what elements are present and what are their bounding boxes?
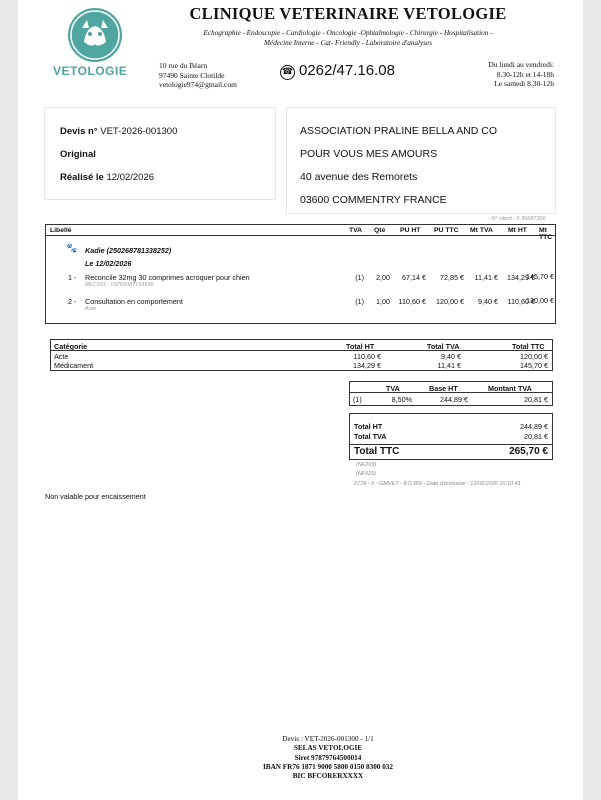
row-mt-ht: 134,29 € (507, 273, 535, 282)
tva-table-header (350, 382, 552, 393)
row-mt-tva: 9,40 € (478, 297, 498, 306)
opening-hours (448, 60, 554, 89)
quote-original (60, 149, 96, 160)
row-pu-ht: 67,14 € (402, 273, 426, 282)
footer-bic: BIC BFCORERXXXX (292, 772, 364, 781)
address-street: 10 rue du Béarn (159, 61, 208, 70)
col-mt-ttc: Mt TTC (539, 227, 553, 241)
quote-date (60, 172, 154, 183)
client-line-3: 40 avenue des Remorets (300, 171, 418, 183)
phone-number: 0262/47.16.08 (299, 62, 395, 79)
hours-line-1: Du lundi au vendredi: (488, 60, 554, 69)
logo-text: VETOLOGIE (53, 64, 128, 78)
col-total-ht: Total HT (346, 342, 375, 351)
row-mt-ttc-1: 145,70 € (526, 272, 554, 281)
row-pu-ht: 110,60 € (398, 297, 426, 306)
total-tva-label: Total TVA (354, 432, 387, 441)
col-base-ht: Base HT (429, 384, 458, 393)
row-tva: (1) (355, 273, 364, 282)
client-line-2: POUR VOUS MES AMOURS (300, 148, 438, 160)
row-qty: 2,00 (376, 273, 390, 282)
clinic-name: CLINIQUE VETERINAIRE VETOLOGIE (189, 4, 507, 23)
paw-icon: 🐾 (66, 243, 78, 253)
client-line-1: ASSOCIATION PRALINE BELLA AND CO (300, 125, 498, 137)
address-email[interactable]: vetologie974@gmail.com (159, 80, 237, 89)
clinic-address (159, 61, 237, 90)
category-ttc: 120,00 € (520, 352, 548, 361)
col-pu-ht: PU HT (400, 227, 421, 234)
quote-date-label: Réalisé le (60, 172, 104, 183)
non-valable-note: Non valable pour encaissement (45, 492, 146, 501)
animal-date: Le 12/02/2026 (85, 259, 132, 268)
quote-info-box (44, 107, 276, 200)
total-ttc-value: 265,70 € (509, 446, 548, 457)
quote-number-label: Devis n° (60, 126, 98, 137)
col-montant-tva: Montant TVA (488, 384, 532, 393)
quote-number (60, 126, 177, 137)
quote-number-value: VET-2026-001300 (100, 126, 178, 137)
col-label: Libellé (50, 227, 72, 234)
row-pu-ttc: 120,00 € (436, 297, 464, 306)
footer-page: Devis : VET-2026-001300 - 1/1 (282, 735, 374, 743)
col-category: Catégorie (54, 342, 88, 351)
tva-amount: 20,81 € (524, 395, 548, 404)
row-number: 2 - (68, 297, 77, 306)
quote-original-label: Original (60, 149, 96, 160)
nf525-note: (NF525) (356, 471, 377, 477)
services-line-2: Médecine Interne - Cat- Friendly - Laboratoire d'analyses (264, 39, 432, 47)
tva-rate: 8,50% (391, 395, 412, 404)
address-city: 97490 Sainte Clotilde (159, 70, 225, 80)
row-label: Consultation en comportement (85, 297, 183, 306)
clinic-logo-icon (68, 8, 122, 62)
category-ttc: 145,70 € (520, 361, 548, 370)
page-footer (178, 735, 478, 781)
tva-code: (1) (353, 395, 362, 404)
category-table-header (51, 340, 552, 351)
hours-line-2: 8.30-12h et 14-18h (496, 69, 554, 79)
animal-name: Kadie (250268781338252) (85, 246, 172, 255)
col-total-tva: Total TVA (427, 342, 460, 351)
items-table (45, 224, 556, 324)
tva-base: 244,89 € (440, 395, 468, 404)
category-name: Médicament (54, 361, 94, 370)
total-ht-value: 244,89 € (520, 422, 548, 431)
total-ht-label: Total HT (354, 422, 383, 431)
clinic-phone[interactable] (280, 62, 395, 80)
footer-siret: Siret 97879764500014 (294, 753, 362, 762)
hours-line-3: Le samedi 8.30-12h (494, 79, 554, 88)
quote-date-value: 12/02/2026 (106, 172, 155, 183)
total-ttc-label: Total TTC (354, 446, 400, 457)
row-mt-tva: 11,41 € (474, 273, 498, 282)
nf203-note: (NF203) (356, 462, 377, 468)
row-sub: REC033 - 03760087153536 (85, 282, 154, 288)
row-sub: Acte (85, 306, 97, 312)
software-note: 2774 - 5 - GMVET - 8.0.369 - Date d'émission : 12/02/2026 10:10:41 (354, 481, 521, 487)
category-ht: 134,29 € (353, 361, 381, 370)
client-address-box (286, 107, 556, 214)
total-tva-value: 20,81 € (524, 432, 548, 441)
col-pu-ttc: PU TTC (434, 227, 459, 234)
row-tva: (1) (355, 297, 364, 306)
phone-icon: ☎ (280, 65, 295, 80)
tva-table (349, 381, 553, 406)
items-table-header (46, 225, 555, 241)
row-mt-ttc-2: 120,00 € (526, 296, 554, 305)
category-table (50, 339, 553, 371)
category-tva: 11,41 € (437, 361, 461, 370)
row-number: 1 - (68, 273, 77, 282)
totals-box (349, 413, 553, 460)
row-pu-ttc: 72,85 € (440, 273, 464, 282)
client-number: - N° client : 6 36687326 (488, 216, 546, 222)
col-tva: TVA (349, 227, 363, 234)
category-name: Acte (54, 352, 69, 361)
quote-page (18, 0, 583, 800)
category-tva: 9,40 € (441, 352, 461, 361)
client-line-4: 03600 COMMENTRY FRANCE (300, 194, 447, 206)
row-qty: 1,00 (376, 297, 390, 306)
col-tva-rate: TVA (386, 384, 400, 393)
services-line-1: Echographie - Endoscopie - Cardiologie - Oncologie -Ophtalmologie - Chirurgie - Hospitalisation - (203, 29, 493, 37)
footer-iban: IBAN FR76 1871 9000 5800 0150 8300 032 (263, 762, 393, 771)
col-mt-ht: Mt HT (508, 227, 527, 234)
footer-company: SELAS VETOLOGIE (293, 744, 363, 753)
col-mt-tva: Mt TVA (470, 227, 493, 234)
row-label: Reconcile 32mg 30 comprimes acroquer pour chien (85, 273, 250, 282)
col-total-ttc: Total TTC (512, 342, 545, 351)
col-qty: Qté (374, 227, 386, 234)
row-mt-ht: 110,60 € (507, 297, 535, 306)
category-ht: 110,60 € (353, 352, 381, 361)
services-list (168, 28, 528, 48)
totals-divider (350, 444, 552, 445)
